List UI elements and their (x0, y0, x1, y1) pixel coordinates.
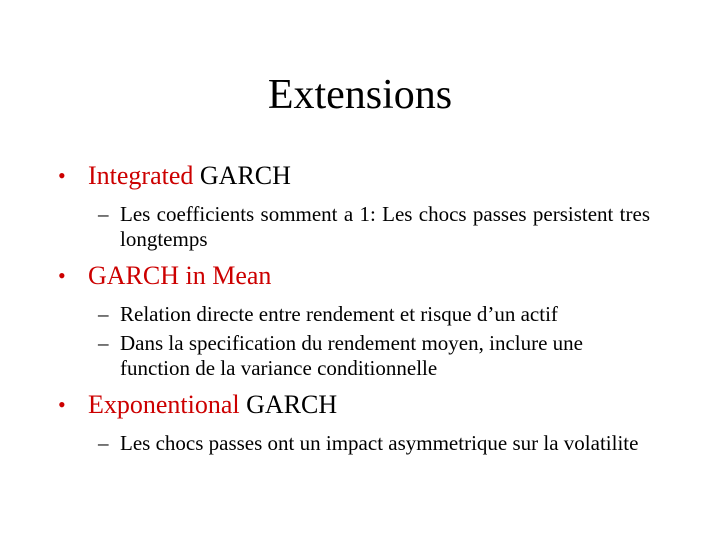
bullet-integrated-garch (58, 160, 658, 192)
bullet-dot-icon: • (58, 163, 66, 188)
sub-list (58, 302, 658, 381)
bullet-text: GARCH in Mean (88, 261, 272, 290)
bullet-dot-icon: • (58, 392, 66, 417)
dash-icon: – (98, 202, 109, 226)
bullet-dot-icon: • (58, 263, 66, 288)
bullet-text: GARCH (239, 390, 338, 419)
sub-list (58, 431, 658, 456)
bullet-highlight: Exponentional (88, 390, 240, 419)
sub-item-text: Dans la specification du rendement moyen, inclure une function de la variance conditionnelle (120, 331, 584, 380)
bullet-garch-in-mean (58, 260, 658, 292)
bullet-list (58, 160, 658, 464)
bullet-exponentional-garch (58, 389, 658, 421)
sub-item-text: Les chocs passes ont un impact asymmetrique sur la volatilite (120, 431, 639, 455)
sub-item (58, 331, 658, 381)
sub-item-text: Les coefficients somment a 1: Les chocs passes persistent tres longtemps (120, 202, 650, 251)
dash-icon: – (98, 331, 109, 355)
dash-icon: – (98, 302, 109, 326)
sub-item (58, 431, 658, 456)
bullet-text: GARCH (193, 161, 291, 190)
sub-list (58, 202, 658, 252)
dash-icon: – (98, 431, 109, 455)
sub-item (58, 202, 650, 252)
sub-item (58, 302, 658, 327)
bullet-highlight: Integrated (88, 161, 194, 190)
slide-title: Extensions (267, 72, 453, 118)
sub-item-text: Relation directe entre rendement et risque d’un actif (120, 302, 558, 326)
